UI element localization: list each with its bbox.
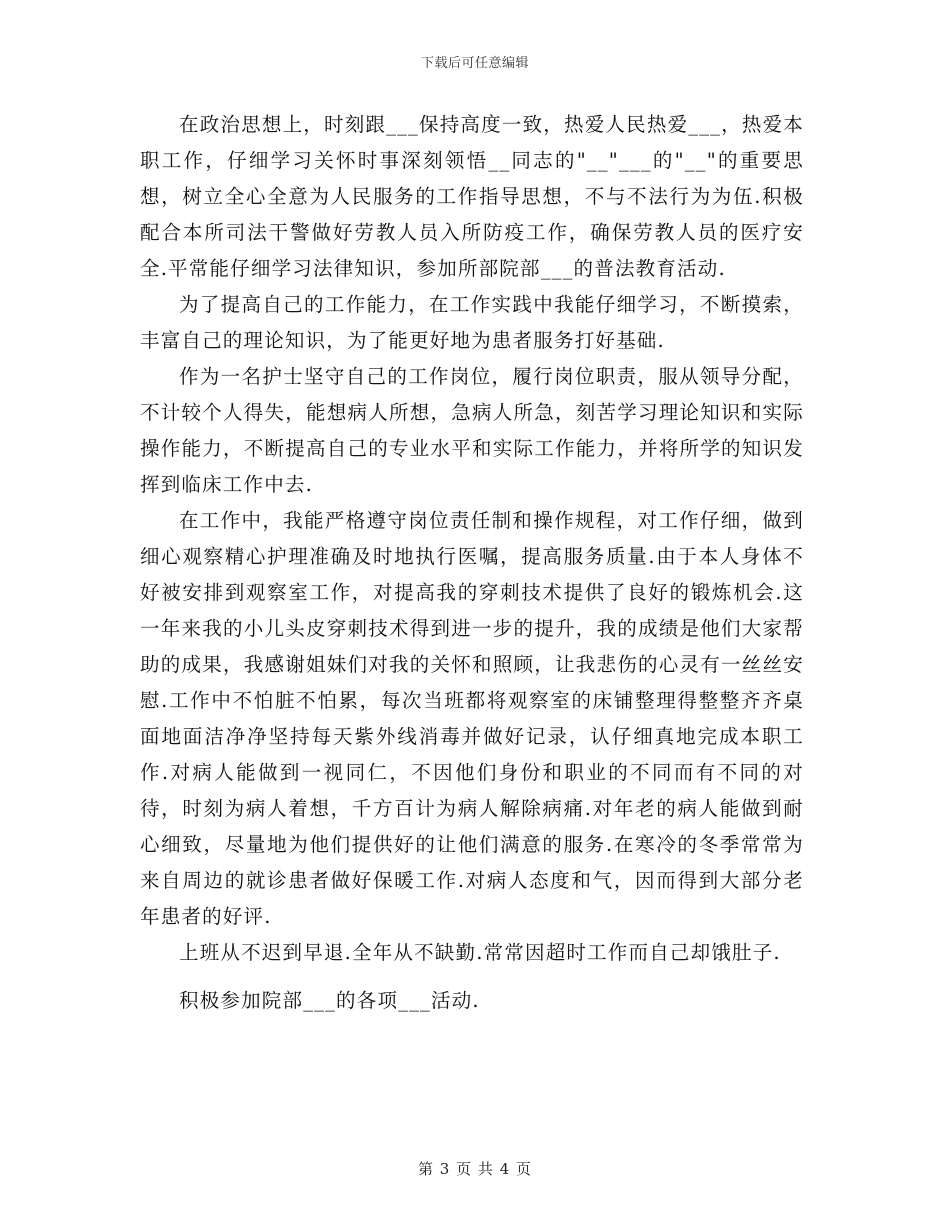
paragraph-nurse-duty: 作为一名护士坚守自己的工作岗位，履行岗位职责，服从领导分配，不计较个人得失，能想病人所想，急病人所急，刻苦学习理论知识和实际操作能力，不断提高自己的专业水平和实际工作能力，并将所学的知识发挥到临床工作中去. bbox=[140, 365, 804, 496]
page-header: 下载后可任意编辑 bbox=[420, 56, 529, 71]
paragraph-activities: 积极参加院部___的各项___活动. bbox=[179, 989, 480, 1012]
paragraph-attendance: 上班从不迟到早退.全年从不缺勤.常常因超时工作而自己却饿肚子. bbox=[179, 941, 781, 964]
paragraph-work-conduct: 在工作中，我能严格遵守岗位责任制和操作规程，对工作仔细，做到细心观察精心护理准确及时地执行医嘱，提高服务质量.由于本人身体不好被安排到观察室工作，对提高我的穿刺技术提供了良好的锻炼机会.这一年来我的小儿头皮穿刺技术得到进一步的提升，我的成绩是他们大家帮助的成果，我感谢姐妹们对我的关怀和照顾，让我悲伤的心灵有一丝丝安慰.工作中不怕脏不怕累，每次当班都将观察室的床铺整理得整整齐齐桌面地面洁净净坚持每天紫外线消毒并做好记录，认仔细真地完成本职工作.对病人能做到一视同仁，不因他们身份和职业的不同而有不同的对待，时刻为病人着想，千方百计为病人解除病痛.对年老的病人能做到耐心细致，尽量地为他们提供好的让他们满意的服务.在寒冷的冬季常常为来自周边的就诊患者做好保暖工作.对病人态度和气，因而得到大部分老年患者的好评. bbox=[140, 509, 804, 928]
paragraph-political-thought: 在政治思想上，时刻跟___保持高度一致，热爱人民热爱___，热爱本职工作，仔细学习关怀时事深刻领悟__同志的"__"___的"__"的重要思想，树立全心全意为人民服务的工作指导思想，不与不法行为为伍.积极配合本所司法干警做好劳教人员入所防疫工作，确保劳教人员的医疗安全.平常能仔细学习法律知识，参加所部院部___的普法教育活动. bbox=[140, 113, 804, 280]
document-body bbox=[140, 107, 804, 1019]
page-number: 第 3 页 共 4 页 bbox=[418, 1160, 532, 1178]
paragraph-work-ability: 为了提高自己的工作能力，在工作实践中我能仔细学习，不断摸索，丰富自己的理论知识，为了能更好地为患者服务打好基础. bbox=[140, 293, 804, 352]
